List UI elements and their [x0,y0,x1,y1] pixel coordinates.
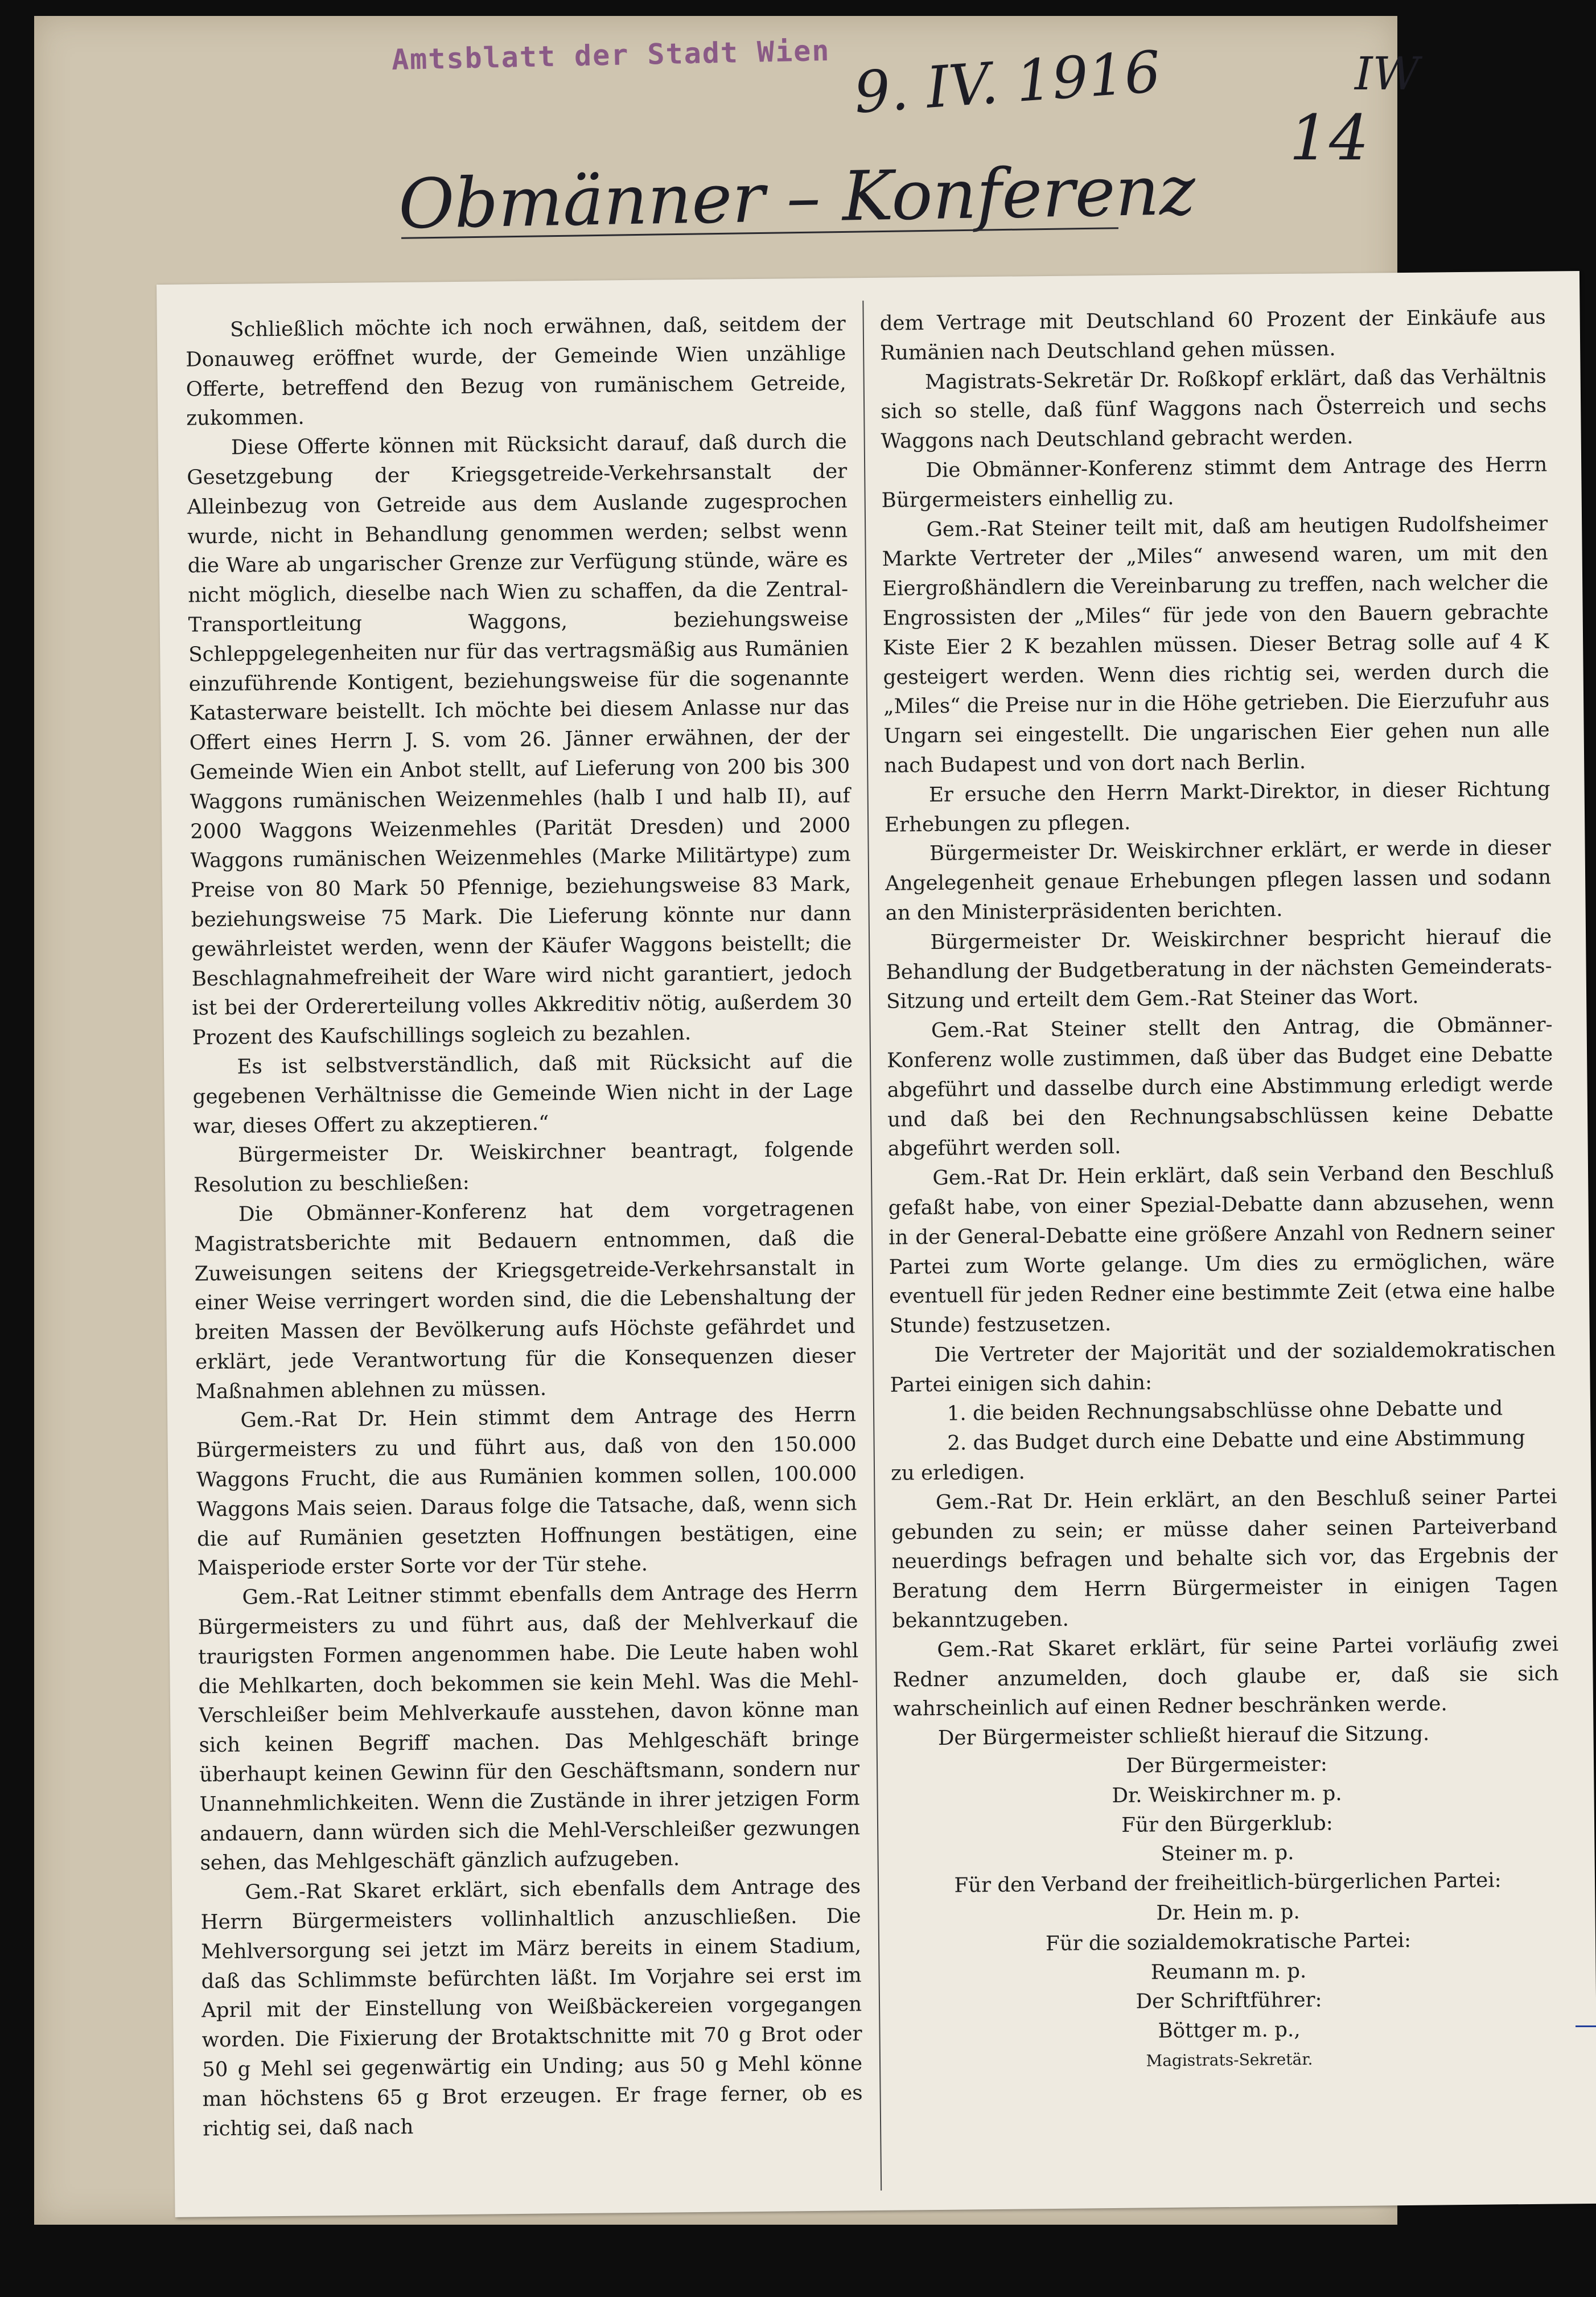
signature-line: Steiner m. p. [1161,1841,1294,1866]
amtsblatt-stamp: Amtsblatt der Stadt Wien [391,34,830,77]
column-divider [862,301,882,2191]
paragraph: Diese Offerte können mit Rücksicht darauf, daß durch die Gesetzgebung der Kriegsgetreide-Verkehrsanstalt der Alleinbezug von Getreide aus dem Auslande zugesprochen wurde, nicht in Behandlung genommen werden; selbst wenn die Ware ab ungarischer Grenze zur Verfügung stünde, wäre es nicht möglich, dieselbe nach Wien zu schaffen, da die Zentral-Transportleitung Waggons, beziehungsweise Schleppgelegenheiten nur für das vertragsmäßig aus Rumänien einzuführende Kontigent, beziehungsweise für die sogenannte Katasterware beistellt. Ich möchte bei diesem Anlasse nur das Offert eines Herrn J. S. vom 26. Jänner erwähnen, der der Gemeinde Wien ein Anbot stellt, auf Lieferung von 200 bis 300 Waggons rumänischen Weizenmehles (halb I und halb II), auf 2000 Waggons Weizenmehles (Parität Dresden) und 2000 Waggons rumänischen Weizenmehles (Marke Militärtype) zum Preise von 80 Mark 50 Pfennige, beziehungsweise 83 Mark, beziehungsweise 75 Mark. Die Lieferung könnte nur dann gewährleistet werden, wenn der Käufer Waggons beistellt; die Beschlagnahmefreiheit der Ware wird nicht garantiert, jedoch ist bei der Ordererteilung volles Akkreditiv nötig, außerdem 30 Prozent des Kaufschillings sogleich zu bezahlen. [187,430,853,1050]
signature-line: Für den Bürgerklub: [1121,1811,1333,1837]
paragraph: Gem.-Rat Steiner teilt mit, daß am heutigen Rudolfsheimer Markte Vertreter der „Miles“ anwesend waren, um mit den Eiergroßhändlern die Vereinbarung zu treffen, nach welcher die Engrossisten der „Miles“ für jede von den Bauern gebrachte Kiste Eier 2 K bezahlen müssen. Dieser Betrag solle auf 4 K gesteigert werden. Wenn dies richtig sei, werden durch die „Miles“ die Preise nur in die Höhe getrieben. Die Eierzufuhr aus Ungarn sei eingestellt. Die ungarischen Eier gehen nun alle nach Budapest und von dort nach Berlin. [882,512,1550,778]
list-item: 2. das Budget durch eine Debatte und eine Abstimmung [947,1426,1525,1456]
handwritten-title: Obmänner – Konferenz [397,151,1196,245]
paragraph: Gem.-Rat Dr. Hein stimmt dem Antrage des Herrn Bürgermeisters zu und führt aus, daß von den 150.000 Waggons Frucht, die aus Rumänien kommen sollen, 100.000 Waggons Mais seien. Daraus folge die Tatsache, daß, wenn sich die auf Rumänien gesetzten Hoffnungen bestätigen, eine Maisperiode erster Sorte vor der Tür stehe. [196,1403,858,1580]
list-item: 1. die beiden Rechnungsabschlüsse ohne Debatte und [947,1396,1503,1426]
paragraph: Es ist selbstverständlich, daß mit Rücksicht auf die gegebenen Verhältnisse die Gemeinde Wien nicht in der Lage war, dieses Offert zu akzeptieren.“ [192,1049,853,1138]
paragraph: Magistrats-Sekretär Dr. Roßkopf erklärt, daß das Verhältnis sich so stelle, daß fünf Waggons nach Österreich und sechs Waggons nach Deutschland gebracht werden. [881,364,1547,453]
paragraph: Gem.-Rat Skaret erklärt, sich ebenfalls dem Antrage des Herrn Bürgermeisters vollinhaltlich anzuschließen. Die Mehlversorgung sei jetzt im März bereits in einem Stadium, daß das Schlimmste befürchten läßt. Im Vorjahre sei erst im April mit der Einstellung von Weißbäckereien vorgegangen worden. Die Fixierung der Brotaktschnitte mit 70 g Brot oder 50 g Mehl sei gegenwärtig ein Unding; aus 50 g Mehl könne man höchstens 65 g Brot erzeugen. Er frage ferner, ob es richtig sei, daß nach [200,1875,863,2140]
paragraph: Gem.-Rat Steiner stellt den Antrag, die Obmänner-Konferenz wolle zustimmen, daß über das Budget eine Debatte abgeführt und dasselbe durch eine Abstimmung erledigt werde und daß bei den Rechnungsabschlüssen keine Debatte abgeführt werden soll. [886,1013,1554,1161]
paragraph: Die Obmänner-Konferenz hat dem vorgetragenen Magistratsberichte mit Bedauern entnommen, daß die Zuweisungen seitens der Kriegsgetreide-Verkehrsanstalt in einer Weise verringert worden sind, die die Lebenshaltung der breiten Massen der Bevölkerung aufs Höchste gefährdet und erklärt, jede Verantwortung für die Konsequenzen dieser Maßnahmen ablehnen zu müssen. [194,1197,856,1404]
signer-title: Magistrats-Sekretär. [1146,2049,1313,2070]
paragraph: Gem.-Rat Dr. Hein erklärt, daß sein Verband den Beschluß gefaßt habe, von einer Spezial-Debatte dann abzusehen, wenn in der General-Debatte eine größere Anzahl von Rednern seiner Partei zum Worte gelange. Um dies zu ermöglichen, wäre eventuell für jeden Redner eine bestimmte Zeit (etwa eine halbe Stunde) festzusetzen. [888,1160,1556,1338]
paragraph: Die Vertreter der Majorität und der sozialdemokratischen Partei einigen sich dahin: [890,1337,1556,1397]
signature-line: Böttger m. p., [1158,2018,1301,2043]
edge-mark [1576,2025,1596,2027]
paragraph: Die Obmänner-Konferenz stimmt dem Antrage des Herrn Bürgermeisters einhellig zu. [881,453,1548,512]
paragraph: Schließlich möchte ich noch erwähnen, daß, seitdem der Donauweg eröffnet wurde, der Gemeinde Wien unzählige Offerte, betreffend den Bezug von rumänischem Getreide, zukommen. [186,312,846,430]
paragraph: Bürgermeister Dr. Weiskirchner bespricht hierauf die Behandlung der Budgetberatung in der nächsten Gemeinderats-Sitzung und erteilt dem Gem.-Rat Steiner das Wort. [886,924,1552,1014]
folio-number: 14 [1289,101,1369,174]
paragraph: Gem.-Rat Skaret erklärt, für seine Partei vorläufig zwei Redner anzumelden, doch glaube er, daß sie sich wahrscheinlich auf einen Redner beschränken werde. [892,1632,1559,1721]
newspaper-clipping [157,271,1596,2217]
paragraph: Gem.-Rat Dr. Hein erklärt, an den Beschluß seiner Partei gebunden zu sein; er müsse daher seinen Parteiverband neuerdings befragen und behalte sich vor, das Ergebnis der Beratung dem Herrn Bürgermeister in einigen Tagen bekanntzugeben. [891,1485,1558,1633]
paragraph: Er ersuche den Herrn Markt-Direktor, in dieser Richtung Erhebungen zu pflegen. [884,777,1550,837]
handwritten-date: 9. IV. 1916 [852,38,1163,126]
signature-line: Der Schriftführer: [1136,1988,1322,2014]
paragraph: dem Vertrage mit Deutschland 60 Prozent der Einkäufe aus Rumänien nach Deutschland gehen müssen. [879,305,1546,365]
paragraph: Gem.-Rat Leitner stimmt ebenfalls dem Antrage des Herrn Bürgermeisters zu und führt aus, daß der Mehlverkauf die traurigsten Formen angenommen habe. Die Leute haben wohl die Mehlkarten, doch bekommen sie kein Mehl. Was die Mehl-Verschleißer beim Mehlverkaufe ausstehen, davon könne man sich keinen Begriff machen. Das Mehlgeschäft bringe überhaupt keinen Gewinn für den Geschäftsmann, sondern nur Unannehmlichkeiten. Wenn die Zustände in ihrer jetzigen Form andauern, dann würden sich die Mehl-Verschleißer gezwungen sehen, das Mehlgeschäft gänzlich aufzugeben. [198,1580,861,1875]
paragraph: Bürgermeister Dr. Weiskirchner beantragt, folgende Resolution zu beschließen: [193,1137,854,1197]
left-column [186,309,863,2143]
paragraph: zu erledigen. [890,1460,1025,1485]
paragraph: Bürgermeister Dr. Weiskirchner erklärt, er werde in dieser Angelegenheit genaue Erhebungen pflegen lassen und sodann an den Ministerpräsidenten berichten. [885,836,1552,925]
signature-line: Für die sozialdemokratische Partei: [1045,1928,1412,1955]
right-column [879,303,1562,2078]
signature-line: Dr. Hein m. p. [1156,1900,1300,1925]
signature-line: Der Bürgermeister: [1126,1752,1328,1778]
handwritten-number: IW [1355,47,1420,100]
paragraph: Der Bürgermeister schließt hierauf die Sitzung. [937,1721,1430,1751]
signature-line: Reumann m. p. [1150,1959,1307,1984]
signature-line: Für den Verband der freiheitlich-bürgerlichen Partei: [954,1868,1502,1897]
signature-line: Dr. Weiskirchner m. p. [1112,1781,1342,1807]
